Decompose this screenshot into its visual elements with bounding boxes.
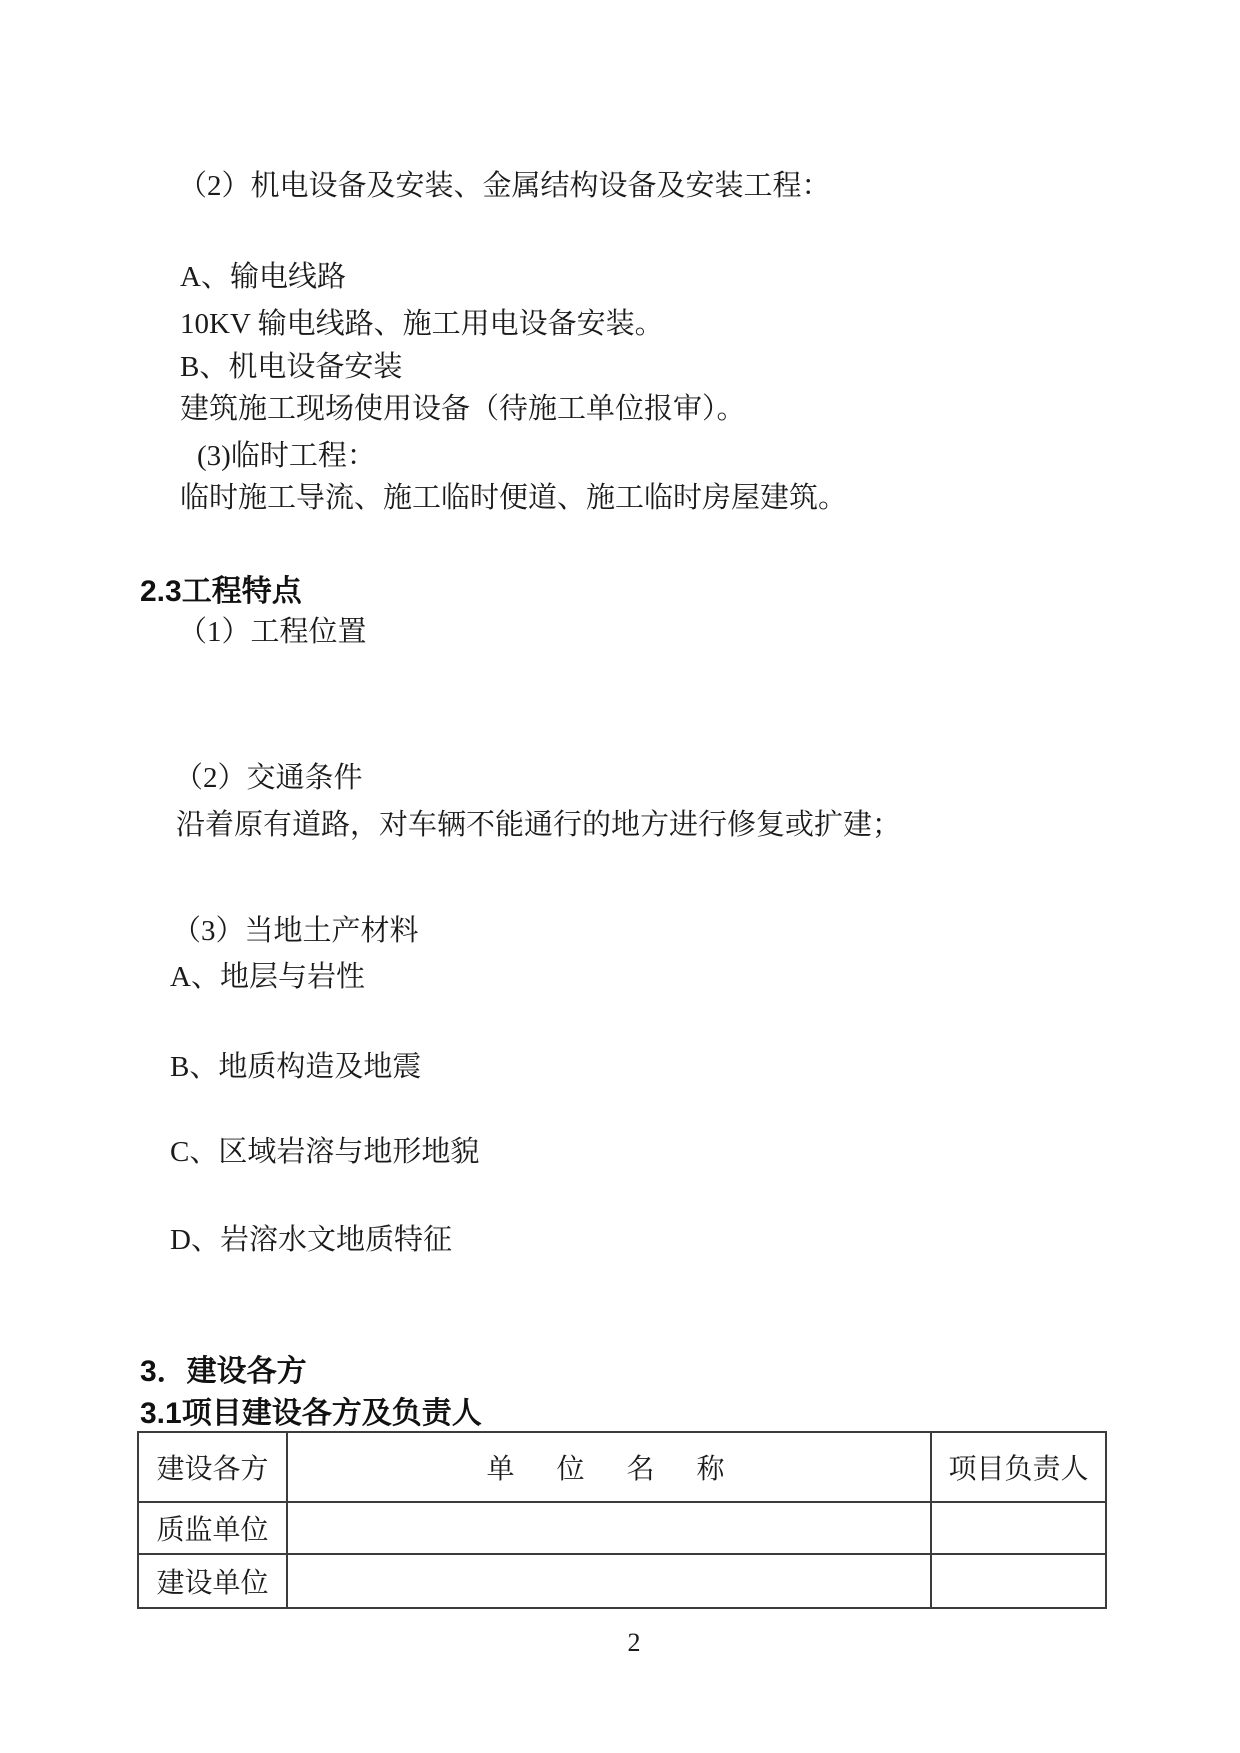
- table-header-leader: 项目负责人: [931, 1432, 1106, 1502]
- doc-line: (3)临时工程：: [197, 440, 376, 472]
- section-heading-3-1: 3.1项目建设各方及负责人: [140, 1397, 482, 1430]
- leader-cell: [931, 1502, 1106, 1554]
- section-heading-3: 3．建设各方: [140, 1355, 307, 1388]
- doc-line: C、区域岩溶与地形地貌: [170, 1136, 480, 1168]
- doc-line: B、地质构造及地震: [170, 1051, 422, 1083]
- unit-name-cell: [287, 1554, 931, 1608]
- leader-cell: [931, 1554, 1106, 1608]
- table-row: [138, 1554, 1106, 1608]
- page-number: 2: [627, 1628, 641, 1657]
- party-label-cell: 建设单位: [138, 1554, 287, 1608]
- table-header-unit-name: 单 位 名 称: [287, 1432, 931, 1502]
- table-header-party: 建设各方: [138, 1432, 287, 1502]
- project-parties-table: [137, 1431, 1107, 1609]
- doc-line: 10KV 输电线路、施工用电设备安装。: [180, 308, 664, 340]
- doc-line: 建筑施工现场使用设备（待施工单位报审）。: [180, 393, 746, 425]
- section-heading-2-3: 2.3工程特点: [140, 575, 302, 608]
- party-label-cell: 质监单位: [138, 1502, 287, 1554]
- doc-line: 临时施工导流、施工临时便道、施工临时房屋建筑。: [180, 482, 848, 514]
- doc-line: D、岩溶水文地质特征: [170, 1224, 452, 1256]
- doc-line: A、地层与岩性: [170, 961, 365, 993]
- table-row: [138, 1502, 1106, 1554]
- doc-line: 沿着原有道路，对车辆不能通行的地方进行修复或扩建；: [176, 809, 902, 841]
- table-header-row: [138, 1432, 1106, 1502]
- doc-line: （2）机电设备及安装、金属结构设备及安装工程：: [178, 170, 831, 202]
- doc-line: A、输电线路: [180, 261, 346, 293]
- unit-name-cell: [287, 1502, 931, 1554]
- doc-line: （3）当地土产材料: [172, 915, 419, 947]
- doc-line: B、机电设备安装: [180, 351, 403, 383]
- doc-line: （1）工程位置: [178, 616, 367, 648]
- doc-line: （2）交通条件: [174, 762, 363, 794]
